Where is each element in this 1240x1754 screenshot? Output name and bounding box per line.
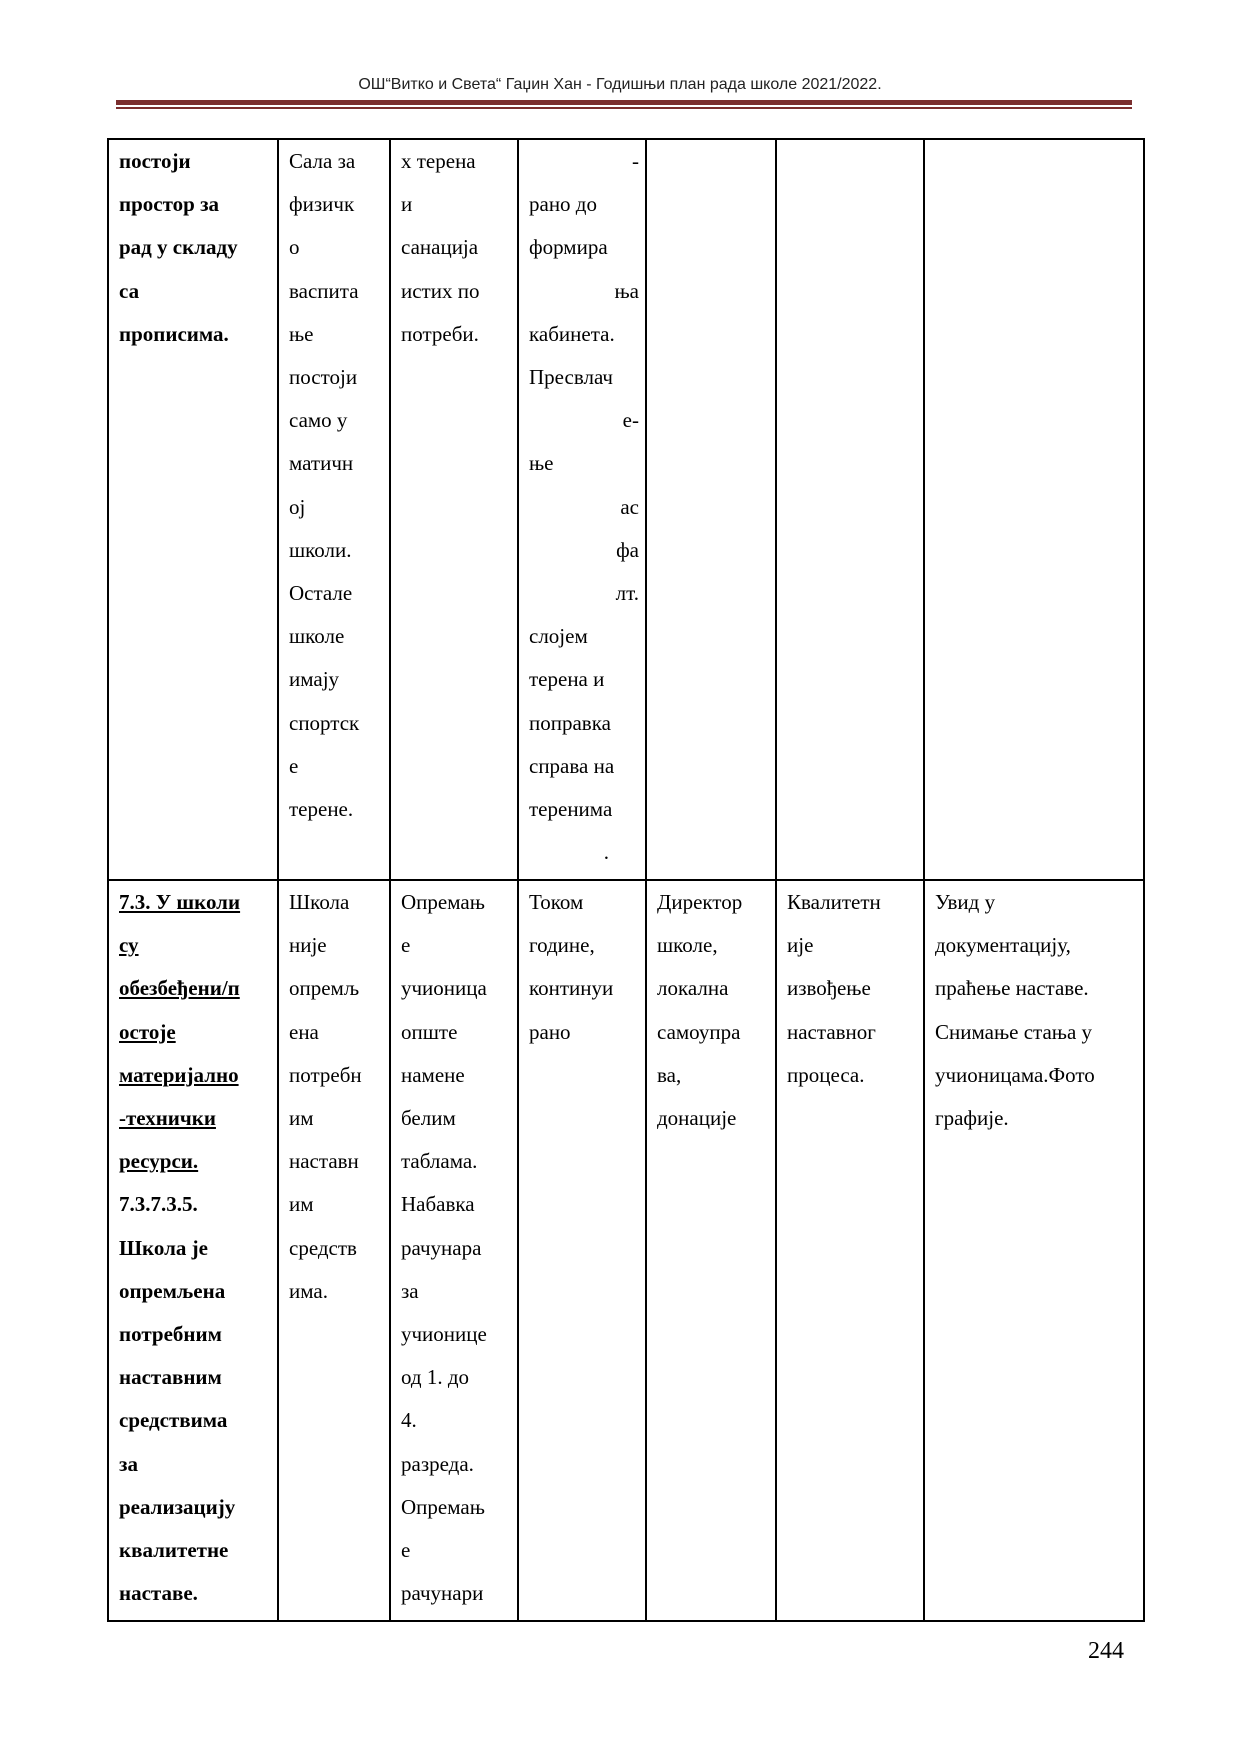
cell-line: е- bbox=[622, 408, 639, 433]
plan-table bbox=[107, 138, 1145, 1622]
cell-line: опште bbox=[401, 1019, 458, 1044]
cell-line: васпита bbox=[289, 278, 359, 303]
r1-activity-cell bbox=[390, 139, 518, 880]
cell-line: слојем bbox=[529, 624, 588, 649]
cell-line: Сала за bbox=[289, 149, 356, 173]
cell-line: Снимање стања у bbox=[935, 1019, 1093, 1044]
cell-line: ије bbox=[787, 933, 814, 958]
cell-line: ва, bbox=[657, 1062, 682, 1087]
cell-line: санација bbox=[401, 235, 479, 260]
cell-line: истих по bbox=[401, 278, 480, 303]
r1-timeline-cell bbox=[518, 139, 646, 880]
cell-line: постоји bbox=[289, 365, 358, 390]
cell-line: за bbox=[119, 1451, 138, 1476]
cell-line: Увид у bbox=[935, 890, 996, 914]
cell-line: фа bbox=[616, 537, 639, 562]
cell-line: поправка bbox=[529, 710, 611, 735]
cell-line: су bbox=[119, 933, 139, 958]
cell-line: са bbox=[119, 278, 140, 303]
table-row bbox=[108, 880, 1144, 1621]
cell-line: кабинета. bbox=[529, 321, 615, 346]
cell-line: наставн bbox=[289, 1149, 359, 1174]
cell-line: извођење bbox=[787, 976, 871, 1001]
cell-line: рачунара bbox=[401, 1235, 482, 1260]
r2-timeline-cell bbox=[518, 880, 646, 1621]
cell-line: формира bbox=[529, 235, 608, 260]
cell-line: ресурси. bbox=[119, 1149, 199, 1174]
cell-line: није bbox=[289, 933, 327, 958]
cell-line: терена и bbox=[529, 667, 605, 692]
cell-line: локална bbox=[657, 976, 729, 1001]
cell-line: Директор bbox=[657, 890, 743, 914]
cell-line: имају bbox=[289, 667, 340, 692]
cell-line: рачунари bbox=[401, 1581, 484, 1606]
r1-empty-cell-5 bbox=[646, 139, 776, 880]
r2-criterion-cell bbox=[108, 880, 278, 1621]
cell-line: таблама. bbox=[401, 1149, 478, 1174]
cell-line: о bbox=[289, 235, 300, 260]
cell-line: средствима bbox=[119, 1408, 228, 1433]
cell-line: Пресвлач bbox=[529, 365, 613, 390]
cell-line: праћење наставе. bbox=[935, 976, 1089, 1001]
cell-line: Школа bbox=[289, 890, 350, 914]
r2-evaluation-cell bbox=[924, 880, 1144, 1621]
cell-line: реализацију bbox=[119, 1494, 236, 1519]
header-rule-thick bbox=[116, 100, 1132, 105]
cell-line: самоупра bbox=[657, 1019, 741, 1044]
cell-line: ње bbox=[529, 451, 554, 476]
cell-line: ас bbox=[620, 494, 639, 519]
cell-line: процеса. bbox=[787, 1062, 865, 1087]
cell-line: ој bbox=[289, 494, 306, 519]
cell-line: матичн bbox=[289, 451, 354, 476]
cell-line: простор за bbox=[119, 192, 220, 217]
cell-line: спортск bbox=[289, 710, 360, 735]
cell-line: има. bbox=[289, 1278, 328, 1303]
cell-line: Током bbox=[529, 890, 584, 914]
cell-line: Опремањ bbox=[401, 1494, 485, 1519]
cell-line: -технички bbox=[119, 1106, 216, 1131]
cell-line: школи. bbox=[289, 537, 352, 562]
cell-line: 4. bbox=[401, 1408, 417, 1433]
cell-line: Квалитетн bbox=[787, 890, 881, 914]
cell-line: документацију, bbox=[935, 933, 1071, 958]
r1-state-cell bbox=[278, 139, 390, 880]
cell-line: графије. bbox=[935, 1106, 1009, 1131]
cell-line: лт. bbox=[615, 581, 639, 606]
cell-line: и bbox=[401, 192, 413, 217]
cell-line: прописима. bbox=[119, 321, 229, 346]
cell-line: Школа је bbox=[119, 1235, 208, 1260]
cell-line: постоји bbox=[119, 149, 191, 173]
cell-line: разреда. bbox=[401, 1451, 474, 1476]
cell-line: Остале bbox=[289, 581, 353, 606]
cell-line: од 1. до bbox=[401, 1365, 470, 1390]
cell-line: е bbox=[401, 1538, 411, 1563]
cell-line: остоје bbox=[119, 1019, 176, 1044]
r1-empty-cell-7 bbox=[924, 139, 1144, 880]
cell-line: само у bbox=[289, 408, 348, 433]
cell-line: учионица bbox=[401, 976, 487, 1001]
cell-line: х терена bbox=[401, 149, 476, 173]
cell-line: . bbox=[603, 840, 609, 865]
cell-line: потреби. bbox=[401, 321, 479, 346]
cell-line: наставним bbox=[119, 1365, 222, 1390]
cell-line: потребним bbox=[119, 1322, 222, 1347]
r2-responsible-cell bbox=[646, 880, 776, 1621]
cell-line: ена bbox=[289, 1019, 319, 1044]
r2-state-cell bbox=[278, 880, 390, 1621]
cell-line: потребн bbox=[289, 1062, 362, 1087]
cell-line: рад у складу bbox=[119, 235, 238, 260]
table-row bbox=[108, 139, 1144, 880]
cell-line: опремљ bbox=[289, 976, 360, 1001]
page-number: 244 bbox=[1088, 1638, 1124, 1664]
document-header-title: ОШ“Витко и Света“ Гаџин Хан - Годишњи план рада школе 2021/2022. bbox=[358, 76, 882, 93]
cell-line: за bbox=[401, 1278, 419, 1303]
cell-line: рано bbox=[529, 1019, 571, 1044]
cell-line: опремљена bbox=[119, 1278, 226, 1303]
cell-line: им bbox=[289, 1106, 314, 1131]
cell-line: Опремањ bbox=[401, 890, 485, 914]
cell-line: физичк bbox=[289, 192, 355, 217]
cell-line: Набавка bbox=[401, 1192, 475, 1217]
r1-criterion-cell bbox=[108, 139, 278, 880]
cell-line: учионицама.Фото bbox=[935, 1062, 1095, 1087]
cell-line: донације bbox=[657, 1106, 737, 1131]
cell-line: справа на bbox=[529, 753, 615, 778]
cell-line: е bbox=[401, 933, 411, 958]
cell-line: школе bbox=[289, 624, 345, 649]
cell-line: ња bbox=[614, 278, 639, 303]
cell-line: квалитетне bbox=[119, 1538, 229, 1563]
header-rule-thin bbox=[116, 107, 1132, 109]
cell-line: терене. bbox=[289, 797, 354, 822]
cell-line: теренима bbox=[529, 797, 613, 822]
cell-line: материјално bbox=[119, 1062, 239, 1087]
cell-line: године, bbox=[529, 933, 595, 958]
cell-line: учионице bbox=[401, 1322, 487, 1347]
cell-line: наставе. bbox=[119, 1581, 198, 1606]
cell-line: наставног bbox=[787, 1019, 876, 1044]
cell-line: намене bbox=[401, 1062, 465, 1087]
cell-line: ње bbox=[289, 321, 314, 346]
cell-line: им bbox=[289, 1192, 314, 1217]
cell-line: 7.3. У школи bbox=[119, 890, 241, 914]
cell-line: школе, bbox=[657, 933, 718, 958]
r2-activity-cell bbox=[390, 880, 518, 1621]
cell-line: - bbox=[632, 149, 639, 173]
r1-empty-cell-6 bbox=[776, 139, 924, 880]
cell-line: рано до bbox=[529, 192, 597, 217]
cell-line: белим bbox=[401, 1106, 456, 1131]
cell-line: средств bbox=[289, 1235, 357, 1260]
cell-line: континуи bbox=[529, 976, 614, 1001]
cell-line: 7.3.7.3.5. bbox=[119, 1192, 198, 1217]
cell-line: обезбеђени/п bbox=[119, 976, 240, 1001]
cell-line: е bbox=[289, 753, 299, 778]
r2-indicator-cell bbox=[776, 880, 924, 1621]
